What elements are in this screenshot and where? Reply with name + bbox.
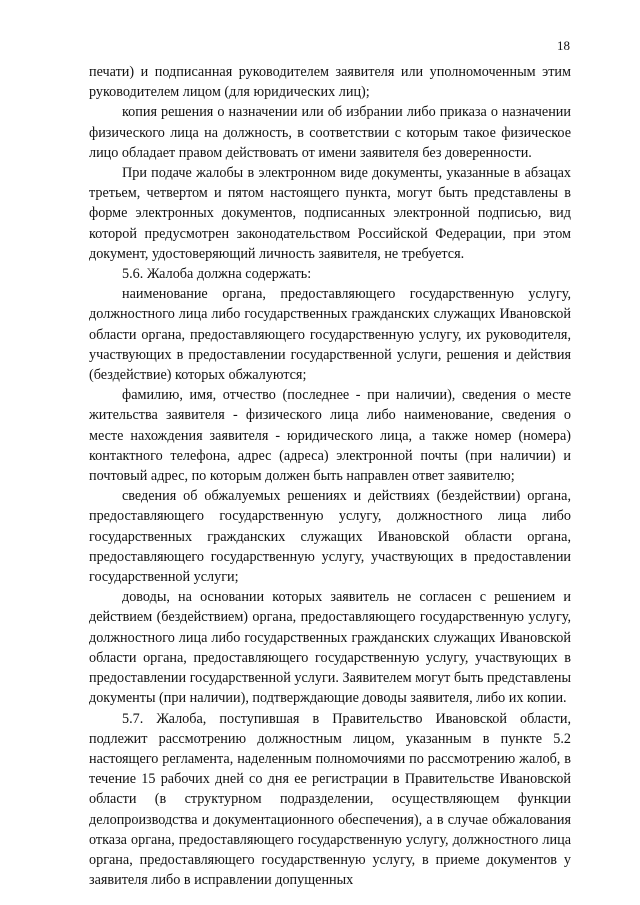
paragraph-electronic-submission: При подаче жалобы в электронном виде документы, указанные в абзацах третьем, четвертом и пятом настоящего пункта, могут быть представлены в форме электронных документов, подписанных электронной подписью, вид которой предусмотрен законодательством Российской Федерации, при этом документ, удостоверяющий личность заявителя, не требуется. (89, 165, 571, 262)
paragraph-arguments: доводы, на основании которых заявитель не согласен с решением и действием (бездействием) органа, предоставляющего государственную услугу, должностного лица либо государственных гражданских служащих Ивановской области органа, предоставляющего государственную услугу, участвующих в предоставлении государственной услуги. Заявителем могут быть представлены документы (при наличии), подтверждающие доводы заявителя, либо их копии. (89, 589, 571, 707)
page-number: 18 (557, 38, 570, 53)
paragraph-appealed-decisions: сведения об обжалуемых решениях и действиях (бездействии) органа, предоставляющего государственную услугу, должностного лица либо государственных гражданских служащих Ивановской области органа, предоставляющего государственную услугу, участвующих в предоставлении государственной услуги; (89, 488, 571, 586)
paragraph-5-6-heading: 5.6. Жалоба должна содержать: (122, 266, 312, 283)
paragraph-appointment-copy: копия решения о назначении или об избрании либо приказа о назначении физического лица на должность, в соответствии с которым такое физическое лицо обладает правом действовать от имени заявителя без доверенности. (89, 104, 571, 161)
paragraph-authority-name: наименование органа, предоставляющего государственную услугу, должностного лица либо государственных гражданских служащих Ивановской области органа, предоставляющего государственную услугу, их руководителя, участвующих в предоставлении государственной услуги, решения и действия (бездействие) которых обжалуются; (89, 286, 571, 384)
document-body (89, 62, 571, 890)
paragraph-5-7-review: 5.7. Жалоба, поступившая в Правительство Ивановской области, подлежит рассмотрению должностным лицом, указанным в пункте 5.2 настоящего регламента, наделенным полномочиями по рассмотрению жалоб, в течение 15 рабочих дней со дня ее регистрации в Правительстве Ивановской области (в структурном подразделении, осуществляющем функции делопроизводства и документационного обеспечения), а в случае обжалования отказа органа, предоставляющего государственную услугу, должностного лица органа, предоставляющего государственную услугу, в приеме документов у заявителя либо в исправлении допущенных (89, 710, 571, 889)
paragraph-continuation: печати) и подписанная руководителем заявителя или уполномоченным этим руководителем лицом (для юридических лиц); (89, 64, 571, 101)
paragraph-applicant-details: фамилию, имя, отчество (последнее - при наличии), сведения о месте жительства заявителя - физического лица либо наименование, сведения о месте нахождения заявителя - юридического лица, а также номер (номера) контактного телефона, адрес (адреса) электронной почты (при наличии) и почтовый адрес, по которым должен быть направлен ответ заявителю; (89, 387, 571, 485)
